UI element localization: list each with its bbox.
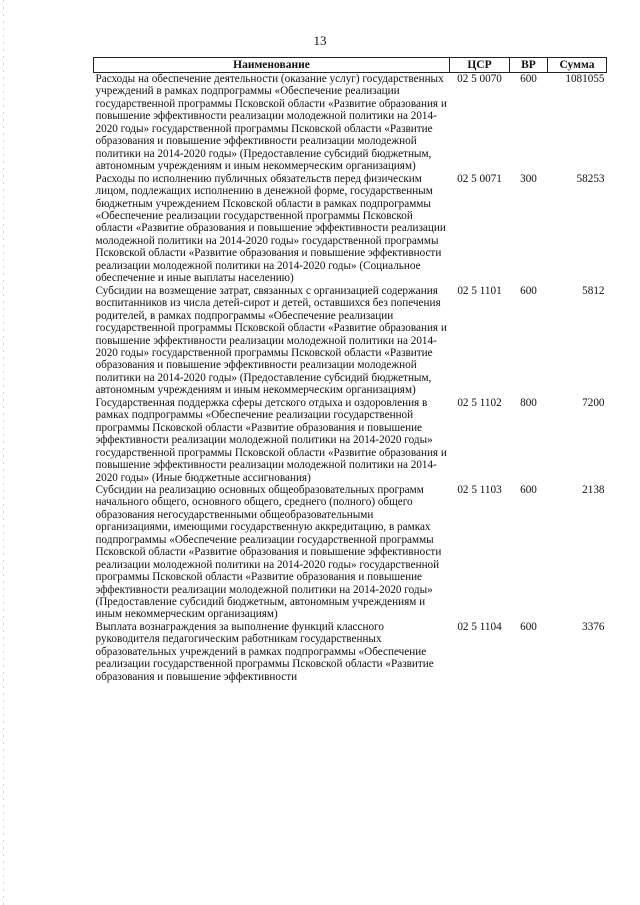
row-name: Выплата вознаграждения за выполнение функций классного руководителя педагогическим работникам государственных образовательных учреждений в рамках подпрограммы «Обеспечение реализации государственной программы Псковской области «Развитие образования и повышение эффективности [95,620,434,683]
table-row [94,173,607,285]
row-sum: 5812 [582,284,605,297]
row-csr: 02 5 1103 [457,483,502,496]
table-row [94,73,607,173]
row-name: Расходы по исполнению публичных обязательств перед физическим лицом, подлежащих исполнению в денежной форме, государственным бюджетным учреждением Псковской области в рамках подпрограммы «Обеспечение реализации государственной программы Псковской области «Развитие образования и повышение эффективности реализации молодежной политики на 2014-2020 годы» государственной программы Псковской области «Развитие образования и повышение эффективности реализации молодежной политики на 2014-2020 годы» (Социальное обеспечение и иные выплаты населению) [95,172,446,285]
table-row [94,397,607,484]
row-vr: 600 [520,620,537,633]
row-sum: 1081055 [565,73,605,85]
header-name: Наименование [94,58,450,73]
row-vr: 600 [520,284,537,297]
row-csr: 02 5 1102 [457,396,502,409]
row-name: Государственная поддержка сферы детского отдыха и оздоровления в рамках подпрограммы «Обеспечение реализации государственной программы Псковской области «Развитие образования и повышение эффективности реализации молодежной политики на 2014-2020 годы» государственной программы Псковской области «Развитие образования и повышение эффективности реализации молодежной политики на 2014-2020 годы» (Иные бюджетные ассигнования) [95,396,447,484]
row-vr: 300 [520,172,537,185]
table-row [94,484,607,621]
row-vr: 600 [520,73,537,85]
row-sum: 2138 [582,483,605,496]
page-number: 13 [313,33,327,48]
row-csr: 02 5 1104 [457,620,502,633]
row-csr: 02 5 0070 [457,73,502,85]
table-row [94,621,607,683]
table-row [94,285,607,397]
table-header-row [94,58,607,73]
row-sum: 7200 [582,396,605,409]
row-csr: 02 5 0071 [457,172,502,185]
row-name: Расходы на обеспечение деятельности (оказание услуг) государственных учреждений в рамках подпрограммы «Обеспечение реализации государственной программы Псковской области «Развитие образования и повышение эффективности реализации молодежной политики на 2014-2020 годы» государственной программы Псковской области «Развитие образования и повышение эффективности реализации молодежной политики на 2014-2020 годы» (Предоставление субсидий бюджетным, автономным учреждениям и иным некоммерческим организациям) [95,73,447,173]
row-vr: 600 [520,483,537,496]
header-sum: Сумма [548,58,607,73]
row-vr: 800 [520,396,537,409]
header-vr: ВР [510,58,548,73]
row-sum: 58253 [576,172,605,185]
row-name: Субсидии на возмещение затрат, связанных с организацией содержания воспитанников из числа детей-сирот и детей, оставшихся без попечения родителей, в рамках подпрограммы «Обеспечение реализации государственной программы Псковской области «Развитие образования и повышение эффективности реализации молодежной политики на 2014-2020 годы» государственной программы Псковской области «Развитие образования и повышение эффективности реализации молодежной политики на 2014-2020 годы» (Предоставление субсидий бюджетным, автономным учреждениям и иным некоммерческим организациям) [95,284,447,397]
scan-edge-artifact [3,0,4,905]
row-name: Субсидии на реализацию основных общеобразовательных программ начального общего, основного общего, среднего (полного) общего образования негосударственными общеобразовательными организациями, имеющими государственную аккредитацию, в рамках подпрограммы «Обеспечение реализации государственной программы Псковской области «Развитие образования и повышение эффективности реализации молодежной политики на 2014-2020 годы» государственной программы Псковской области «Развитие образования и повышение эффективности реализации молодежной политики на 2014-2020 годы» (Предоставление субсидий бюджетным, автономным учреждениям и иным некоммерческим организациям) [95,483,442,621]
row-sum: 3376 [582,620,605,633]
header-csr: ЦСР [450,58,510,73]
budget-table [93,57,607,683]
row-csr: 02 5 1101 [457,284,502,297]
